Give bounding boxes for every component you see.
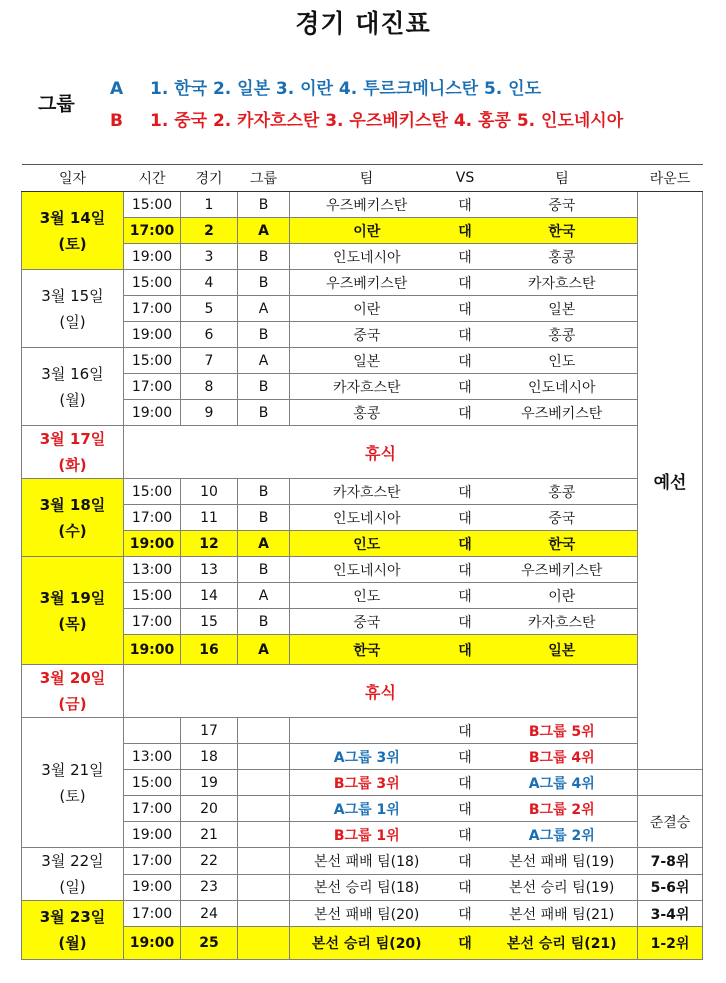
match-group: B <box>238 374 290 400</box>
match-time: 17:00 <box>124 609 181 635</box>
date-cell: 3월 23일 (월) <box>22 901 124 960</box>
match-row <box>22 874 703 901</box>
match-time: 17:00 <box>124 218 181 244</box>
team1 <box>290 718 444 744</box>
header-round: 라운드 <box>638 165 703 192</box>
match-number: 14 <box>181 583 238 609</box>
match-row <box>22 192 703 218</box>
match-row <box>22 848 703 875</box>
match-time: 15:00 <box>124 270 181 296</box>
group-a-row <box>110 74 541 99</box>
date-cell: 3월 14일 (토) <box>22 192 124 270</box>
match-number: 13 <box>181 557 238 583</box>
match-row <box>22 822 703 848</box>
match-group: B <box>238 505 290 531</box>
team1: A그룹 1위 <box>290 796 444 822</box>
team1: 우즈베키스탄 <box>290 192 444 218</box>
team2: 본선 승리 팀(19) <box>487 874 638 901</box>
group-a-key: A <box>110 79 124 99</box>
match-row <box>22 796 703 822</box>
team2: B그룹 2위 <box>487 796 638 822</box>
vs-label: 대 <box>444 557 487 583</box>
vs-label: 대 <box>444 635 487 665</box>
team1: 홍콩 <box>290 400 444 426</box>
vs-label: 대 <box>444 744 487 770</box>
match-row <box>22 583 703 609</box>
group-a-teams: 1. 한국 2. 일본 3. 이란 4. 투르크메니스탄 5. 인도 <box>150 79 542 99</box>
header-match: 경기 <box>181 165 238 192</box>
vs-label: 대 <box>444 244 487 270</box>
match-time: 15:00 <box>124 348 181 374</box>
match-number: 20 <box>181 796 238 822</box>
page-title: 경기 대진표 <box>295 9 431 38</box>
match-row <box>22 718 703 744</box>
match-row <box>22 505 703 531</box>
match-row <box>22 927 703 960</box>
match-number: 15 <box>181 609 238 635</box>
match-time: 19:00 <box>124 927 181 960</box>
team2: B그룹 4위 <box>487 744 638 770</box>
team2: 한국 <box>487 218 638 244</box>
match-number: 25 <box>181 927 238 960</box>
match-row <box>22 744 703 770</box>
match-time: 17:00 <box>124 796 181 822</box>
vs-label: 대 <box>444 718 487 744</box>
team1: 일본 <box>290 348 444 374</box>
date-cell: 3월 20일 (금) <box>22 665 124 718</box>
team2: 홍콩 <box>487 244 638 270</box>
match-time: 19:00 <box>124 531 181 557</box>
match-row <box>22 479 703 505</box>
vs-label: 대 <box>444 583 487 609</box>
team2: A그룹 2위 <box>487 822 638 848</box>
match-time: 19:00 <box>124 635 181 665</box>
match-number: 5 <box>181 296 238 322</box>
team2: 일본 <box>487 635 638 665</box>
match-number: 24 <box>181 901 238 927</box>
match-time: 19:00 <box>124 874 181 901</box>
match-group: B <box>238 609 290 635</box>
rest-label: 휴식 <box>124 665 638 718</box>
match-row <box>22 400 703 426</box>
team2: 카자흐스탄 <box>487 609 638 635</box>
match-time: 17:00 <box>124 374 181 400</box>
team1: 한국 <box>290 635 444 665</box>
team1: 인도 <box>290 531 444 557</box>
team1: 중국 <box>290 322 444 348</box>
match-number: 23 <box>181 874 238 901</box>
team1: B그룹 3위 <box>290 770 444 796</box>
match-group <box>238 874 290 901</box>
match-time: 15:00 <box>124 770 181 796</box>
match-time: 13:00 <box>124 744 181 770</box>
match-group: B <box>238 400 290 426</box>
match-row <box>22 531 703 557</box>
round-3-4: 3-4위 <box>638 901 703 927</box>
match-time: 19:00 <box>124 400 181 426</box>
match-row <box>22 218 703 244</box>
match-number: 1 <box>181 192 238 218</box>
match-number: 21 <box>181 822 238 848</box>
match-time: 15:00 <box>124 192 181 218</box>
team2: A그룹 4위 <box>487 770 638 796</box>
vs-label: 대 <box>444 796 487 822</box>
match-time: 17:00 <box>124 505 181 531</box>
team1: 인도네시아 <box>290 505 444 531</box>
match-group <box>238 901 290 927</box>
match-time: 19:00 <box>124 822 181 848</box>
match-row <box>22 374 703 400</box>
team1: 이란 <box>290 218 444 244</box>
match-row <box>22 348 703 374</box>
vs-label: 대 <box>444 218 487 244</box>
team1: 중국 <box>290 609 444 635</box>
match-group: B <box>238 244 290 270</box>
team1: 인도 <box>290 583 444 609</box>
date-cell: 3월 19일 (목) <box>22 557 124 665</box>
match-row <box>22 322 703 348</box>
match-group <box>238 822 290 848</box>
match-group <box>238 744 290 770</box>
team2: 일본 <box>487 296 638 322</box>
match-time: 17:00 <box>124 848 181 875</box>
header-team2: 팀 <box>487 165 638 192</box>
round-7-8: 7-8위 <box>638 848 703 875</box>
match-row <box>22 244 703 270</box>
round-1-2: 1-2위 <box>638 927 703 960</box>
match-time: 15:00 <box>124 583 181 609</box>
team1: 본선 승리 팀(18) <box>290 874 444 901</box>
match-group <box>238 770 290 796</box>
date-cell: 3월 21일 (토) <box>22 718 124 848</box>
match-group <box>238 848 290 875</box>
team1: 이란 <box>290 296 444 322</box>
date-cell: 3월 18일 (수) <box>22 479 124 557</box>
group-b-row <box>110 106 623 131</box>
match-group: B <box>238 192 290 218</box>
match-time: 13:00 <box>124 557 181 583</box>
header-time: 시간 <box>124 165 181 192</box>
vs-label: 대 <box>444 531 487 557</box>
team2: 이란 <box>487 583 638 609</box>
date-cell: 3월 22일 (일) <box>22 848 124 901</box>
vs-label: 대 <box>444 270 487 296</box>
match-group: B <box>238 322 290 348</box>
team2: 본선 패배 팀(19) <box>487 848 638 875</box>
team2: 한국 <box>487 531 638 557</box>
match-row <box>22 270 703 296</box>
match-number: 12 <box>181 531 238 557</box>
team1: 카자흐스탄 <box>290 479 444 505</box>
match-number: 18 <box>181 744 238 770</box>
match-group <box>238 718 290 744</box>
match-time: 19:00 <box>124 322 181 348</box>
match-row <box>22 635 703 665</box>
group-label: 그룹 <box>38 93 75 115</box>
team1: 카자흐스탄 <box>290 374 444 400</box>
round-prelim: 예선 <box>638 192 703 770</box>
match-number: 17 <box>181 718 238 744</box>
match-row <box>22 770 703 796</box>
team2: 카자흐스탄 <box>487 270 638 296</box>
team2: B그룹 5위 <box>487 718 638 744</box>
vs-label: 대 <box>444 400 487 426</box>
vs-label: 대 <box>444 609 487 635</box>
match-time <box>124 718 181 744</box>
match-row <box>22 609 703 635</box>
match-number: 22 <box>181 848 238 875</box>
team2: 인도 <box>487 348 638 374</box>
team2: 우즈베키스탄 <box>487 400 638 426</box>
rest-row <box>22 426 703 479</box>
vs-label: 대 <box>444 770 487 796</box>
match-number: 11 <box>181 505 238 531</box>
match-number: 7 <box>181 348 238 374</box>
team2: 본선 패배 팀(21) <box>487 901 638 927</box>
match-group: A <box>238 296 290 322</box>
match-group: A <box>238 218 290 244</box>
team1: 본선 패배 팀(20) <box>290 901 444 927</box>
team1: 본선 패배 팀(18) <box>290 848 444 875</box>
match-row <box>22 557 703 583</box>
team2: 우즈베키스탄 <box>487 557 638 583</box>
date-cell: 3월 15일 (일) <box>22 270 124 348</box>
vs-label: 대 <box>444 479 487 505</box>
round-5-6: 5-6위 <box>638 874 703 901</box>
date-cell: 3월 17일 (화) <box>22 426 124 479</box>
group-b-teams: 1. 중국 2. 카자흐스탄 3. 우즈베키스탄 4. 홍콩 5. 인도네시아 <box>150 111 624 131</box>
header-team1: 팀 <box>290 165 444 192</box>
match-group: A <box>238 348 290 374</box>
team2: 홍콩 <box>487 479 638 505</box>
match-group: A <box>238 583 290 609</box>
match-group <box>238 927 290 960</box>
date-cell: 3월 16일 (월) <box>22 348 124 426</box>
match-number: 8 <box>181 374 238 400</box>
match-number: 9 <box>181 400 238 426</box>
round-semi: 준결승 <box>638 796 703 848</box>
vs-label: 대 <box>444 322 487 348</box>
match-number: 4 <box>181 270 238 296</box>
match-row <box>22 296 703 322</box>
match-row <box>22 901 703 927</box>
match-group: B <box>238 270 290 296</box>
match-number: 2 <box>181 218 238 244</box>
team1: B그룹 1위 <box>290 822 444 848</box>
team1: 인도네시아 <box>290 557 444 583</box>
match-group: A <box>238 635 290 665</box>
match-group: A <box>238 531 290 557</box>
vs-label: 대 <box>444 874 487 901</box>
match-number: 10 <box>181 479 238 505</box>
header-date: 일자 <box>22 165 124 192</box>
team2: 인도네시아 <box>487 374 638 400</box>
team2: 중국 <box>487 192 638 218</box>
vs-label: 대 <box>444 822 487 848</box>
vs-label: 대 <box>444 901 487 927</box>
match-number: 3 <box>181 244 238 270</box>
match-time: 15:00 <box>124 479 181 505</box>
schedule-table <box>21 164 703 960</box>
vs-label: 대 <box>444 505 487 531</box>
header-row <box>22 165 703 192</box>
team2: 본선 승리 팀(21) <box>487 927 638 960</box>
match-time: 17:00 <box>124 296 181 322</box>
team2: 중국 <box>487 505 638 531</box>
match-group: B <box>238 557 290 583</box>
match-number: 19 <box>181 770 238 796</box>
match-time: 17:00 <box>124 901 181 927</box>
rest-row <box>22 665 703 718</box>
vs-label: 대 <box>444 192 487 218</box>
vs-label: 대 <box>444 296 487 322</box>
vs-label: 대 <box>444 848 487 875</box>
header-vs: VS <box>444 165 487 192</box>
rest-label: 휴식 <box>124 426 638 479</box>
match-group <box>238 796 290 822</box>
team1: 본선 승리 팀(20) <box>290 927 444 960</box>
group-b-key: B <box>110 111 123 131</box>
header-group: 그룹 <box>238 165 290 192</box>
team2: 홍콩 <box>487 322 638 348</box>
team1: 우즈베키스탄 <box>290 270 444 296</box>
team1: 인도네시아 <box>290 244 444 270</box>
vs-label: 대 <box>444 348 487 374</box>
match-group: B <box>238 479 290 505</box>
team1: A그룹 3위 <box>290 744 444 770</box>
match-number: 6 <box>181 322 238 348</box>
vs-label: 대 <box>444 374 487 400</box>
match-time: 19:00 <box>124 244 181 270</box>
vs-label: 대 <box>444 927 487 960</box>
match-number: 16 <box>181 635 238 665</box>
